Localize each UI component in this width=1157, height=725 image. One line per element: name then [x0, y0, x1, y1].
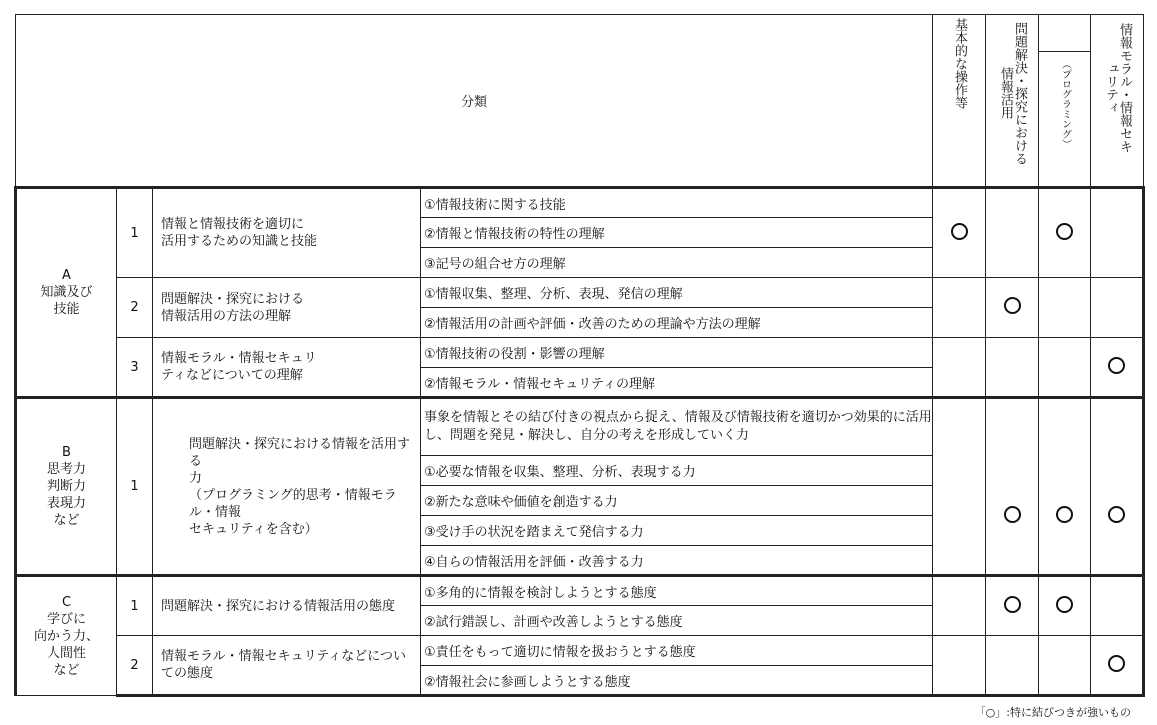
b1-item-2: ②新たな意味や価値を創造する力: [421, 486, 933, 516]
c2-description: 情報モラル・情報セキュリティなどについ ての態度: [153, 636, 421, 696]
problem-solving-header: [986, 15, 1039, 188]
circle-mark-icon: [1004, 297, 1021, 314]
a2-moral-mark: [1091, 278, 1144, 338]
b1-problem-mark: [986, 398, 1039, 576]
a1-item-3: ③記号の組合せ方の理解: [421, 248, 933, 278]
a2-item-1: ①情報収集、整理、分析、表現、発信の理解: [421, 278, 933, 308]
circle-mark-icon: [1056, 596, 1073, 613]
c1-problem-mark: [986, 576, 1039, 636]
section-b-label: B 思考力 判断力 表現力 など: [16, 398, 117, 576]
basic-operations-label: 基本的な操作等: [952, 18, 967, 109]
b1-number: 1: [117, 398, 153, 576]
info-moral-label: 情報モラル・情報セキュリティ: [1103, 23, 1132, 153]
a1-item-2: ②情報と情報技術の特性の理解: [421, 218, 933, 248]
b1-item-1: ①必要な情報を収集、整理、分析、表現する力: [421, 456, 933, 486]
circle-mark-icon: [1004, 596, 1021, 613]
c2-basic-mark: [933, 636, 986, 696]
circle-mark-icon: [1108, 655, 1125, 672]
problem-solving-label: 問題解決・探究における情報活用: [998, 21, 1027, 165]
c1-item-1: ①多角的に情報を検討しようとする態度: [421, 576, 933, 606]
a1-programming-mark: [1039, 188, 1091, 278]
b1-description: 問題解決・探究における情報を活用する 力 （プログラミング的思考・情報モラル・情報 セキュリティを含む）: [153, 398, 421, 576]
legend-note: 「○」:特に結びつきが強いもの: [974, 706, 1131, 719]
b1-item-4: ④自らの情報活用を評価・改善する力: [421, 546, 933, 576]
classification-table: [14, 14, 1145, 697]
c1-description: 問題解決・探究における情報活用の態度: [153, 576, 421, 636]
a3-description: 情報モラル・情報セキュリ ティなどについての理解: [153, 338, 421, 398]
c2-item-1: ①責任をもって適切に情報を扱おうとする態度: [421, 636, 933, 666]
a3-number: 3: [117, 338, 153, 398]
a1-description: 情報と情報技術を適切に 活用するための知識と技能: [153, 188, 421, 278]
basic-operations-header: [933, 15, 986, 188]
a1-number: 1: [117, 188, 153, 278]
circle-mark-icon: [1056, 506, 1073, 523]
circle-mark-icon: [1108, 357, 1125, 374]
c1-item-2: ②試行錯誤し、計画や改善しようとする態度: [421, 606, 933, 636]
b1-basic-mark: [933, 398, 986, 576]
a2-item-2: ②情報活用の計画や評価・改善のための理論や方法の理解: [421, 308, 933, 338]
c2-programming-mark: [1039, 636, 1091, 696]
a2-problem-mark: [986, 278, 1039, 338]
a3-moral-mark: [1091, 338, 1144, 398]
c2-moral-mark: [1091, 636, 1144, 696]
b1-summary: 事象を情報とその結び付きの視点から捉え、情報及び情報技術を適切かつ効果的に活用し、問題を発見・解決し、自分の考えを形成していく力: [421, 398, 933, 456]
a3-programming-mark: [1039, 338, 1091, 398]
c1-moral-mark: [1091, 576, 1144, 636]
a1-item-1: ①情報技術に関する技能: [421, 188, 933, 218]
category-header: 分類: [16, 15, 933, 188]
programming-label: （プログラミング）: [1059, 59, 1071, 149]
programming-header: [1039, 52, 1091, 188]
a3-basic-mark: [933, 338, 986, 398]
section-a-label: A 知識及び 技能: [16, 188, 117, 398]
a1-problem-mark: [986, 188, 1039, 278]
a1-basic-mark: [933, 188, 986, 278]
a3-item-1: ①情報技術の役割・影響の理解: [421, 338, 933, 368]
circle-mark-icon: [1004, 506, 1021, 523]
c1-number: 1: [117, 576, 153, 636]
circle-mark-icon: [1056, 223, 1073, 240]
c1-programming-mark: [1039, 576, 1091, 636]
a2-basic-mark: [933, 278, 986, 338]
b1-item-3: ③受け手の状況を踏まえて発信する力: [421, 516, 933, 546]
circle-mark-icon: [1108, 506, 1125, 523]
a2-description: 問題解決・探究における 情報活用の方法の理解: [153, 278, 421, 338]
c2-problem-mark: [986, 636, 1039, 696]
a3-problem-mark: [986, 338, 1039, 398]
a2-number: 2: [117, 278, 153, 338]
problem-solving-header-cont: [1039, 15, 1091, 52]
a1-moral-mark: [1091, 188, 1144, 278]
a2-programming-mark: [1039, 278, 1091, 338]
c1-basic-mark: [933, 576, 986, 636]
b1-moral-mark: [1091, 398, 1144, 576]
b1-programming-mark: [1039, 398, 1091, 576]
c2-item-2: ②情報社会に参画しようとする態度: [421, 666, 933, 696]
a3-item-2: ②情報モラル・情報セキュリティの理解: [421, 368, 933, 398]
circle-mark-icon: [951, 223, 968, 240]
info-moral-header: [1091, 15, 1144, 188]
section-c-label: C 学びに 向かう力、 人間性 など: [16, 576, 117, 696]
c2-number: 2: [117, 636, 153, 696]
